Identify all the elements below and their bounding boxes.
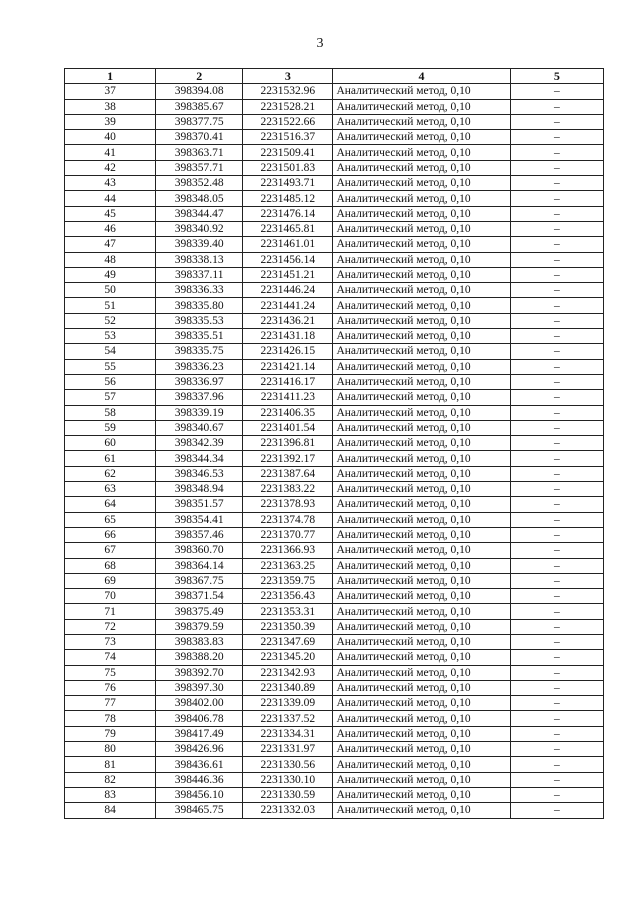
method-cell: Аналитический метод, 0,10	[333, 359, 510, 374]
point-number-cell: 71	[65, 604, 156, 619]
value-cell: –	[510, 573, 603, 588]
table-body	[65, 84, 604, 818]
table-row	[65, 543, 604, 558]
method-cell: Аналитический метод, 0,10	[333, 160, 510, 175]
x-coordinate-cell: 398388.20	[156, 650, 243, 665]
x-coordinate-cell: 398375.49	[156, 604, 243, 619]
point-number-cell: 57	[65, 390, 156, 405]
x-coordinate-cell: 398346.53	[156, 466, 243, 481]
point-number-cell: 59	[65, 420, 156, 435]
value-cell: –	[510, 543, 603, 558]
value-cell: –	[510, 619, 603, 634]
point-number-cell: 64	[65, 497, 156, 512]
value-cell: –	[510, 589, 603, 604]
method-cell: Аналитический метод, 0,10	[333, 191, 510, 206]
y-coordinate-cell: 2231431.18	[243, 329, 333, 344]
table-row	[65, 237, 604, 252]
point-number-cell: 39	[65, 114, 156, 129]
value-cell: –	[510, 329, 603, 344]
method-cell: Аналитический метод, 0,10	[333, 344, 510, 359]
method-cell: Аналитический метод, 0,10	[333, 589, 510, 604]
point-number-cell: 67	[65, 543, 156, 558]
x-coordinate-cell: 398335.80	[156, 298, 243, 313]
value-cell: –	[510, 558, 603, 573]
value-cell: –	[510, 757, 603, 772]
point-number-cell: 46	[65, 221, 156, 236]
point-number-cell: 55	[65, 359, 156, 374]
point-number-cell: 65	[65, 512, 156, 527]
table-row	[65, 267, 604, 282]
method-cell: Аналитический метод, 0,10	[333, 787, 510, 802]
column-header-4: 4	[333, 69, 510, 84]
table-row	[65, 145, 604, 160]
coordinates-table	[64, 68, 604, 819]
x-coordinate-cell: 398348.05	[156, 191, 243, 206]
value-cell: –	[510, 267, 603, 282]
value-cell: –	[510, 145, 603, 160]
point-number-cell: 81	[65, 757, 156, 772]
value-cell: –	[510, 114, 603, 129]
y-coordinate-cell: 2231350.39	[243, 619, 333, 634]
value-cell: –	[510, 726, 603, 741]
point-number-cell: 42	[65, 160, 156, 175]
method-cell: Аналитический метод, 0,10	[333, 558, 510, 573]
x-coordinate-cell: 398367.75	[156, 573, 243, 588]
table-row	[65, 114, 604, 129]
method-cell: Аналитический метод, 0,10	[333, 84, 510, 99]
y-coordinate-cell: 2231347.69	[243, 634, 333, 649]
x-coordinate-cell: 398379.59	[156, 619, 243, 634]
x-coordinate-cell: 398344.47	[156, 206, 243, 221]
point-number-cell: 60	[65, 436, 156, 451]
y-coordinate-cell: 2231353.31	[243, 604, 333, 619]
method-cell: Аналитический метод, 0,10	[333, 665, 510, 680]
value-cell: –	[510, 680, 603, 695]
x-coordinate-cell: 398385.67	[156, 99, 243, 114]
point-number-cell: 47	[65, 237, 156, 252]
value-cell: –	[510, 374, 603, 389]
table-row	[65, 512, 604, 527]
point-number-cell: 45	[65, 206, 156, 221]
table-row	[65, 772, 604, 787]
x-coordinate-cell: 398335.53	[156, 313, 243, 328]
page-number: 3	[316, 36, 324, 51]
table-row	[65, 420, 604, 435]
method-cell: Аналитический метод, 0,10	[333, 543, 510, 558]
y-coordinate-cell: 2231392.17	[243, 451, 333, 466]
method-cell: Аналитический метод, 0,10	[333, 726, 510, 741]
y-coordinate-cell: 2231465.81	[243, 221, 333, 236]
y-coordinate-cell: 2231334.31	[243, 726, 333, 741]
value-cell: –	[510, 650, 603, 665]
column-header-3: 3	[243, 69, 333, 84]
value-cell: –	[510, 451, 603, 466]
x-coordinate-cell: 398336.33	[156, 283, 243, 298]
x-coordinate-cell: 398456.10	[156, 787, 243, 802]
method-cell: Аналитический метод, 0,10	[333, 267, 510, 282]
method-cell: Аналитический метод, 0,10	[333, 145, 510, 160]
table-row	[65, 573, 604, 588]
point-number-cell: 44	[65, 191, 156, 206]
method-cell: Аналитический метод, 0,10	[333, 803, 510, 818]
y-coordinate-cell: 2231436.21	[243, 313, 333, 328]
table-row	[65, 160, 604, 175]
point-number-cell: 43	[65, 176, 156, 191]
point-number-cell: 70	[65, 589, 156, 604]
y-coordinate-cell: 2231374.78	[243, 512, 333, 527]
y-coordinate-cell: 2231378.93	[243, 497, 333, 512]
x-coordinate-cell: 398340.92	[156, 221, 243, 236]
y-coordinate-cell: 2231337.52	[243, 711, 333, 726]
value-cell: –	[510, 665, 603, 680]
table-row	[65, 436, 604, 451]
point-number-cell: 38	[65, 99, 156, 114]
x-coordinate-cell: 398342.39	[156, 436, 243, 451]
point-number-cell: 58	[65, 405, 156, 420]
y-coordinate-cell: 2231406.35	[243, 405, 333, 420]
y-coordinate-cell: 2231345.20	[243, 650, 333, 665]
value-cell: –	[510, 696, 603, 711]
table-row	[65, 390, 604, 405]
x-coordinate-cell: 398363.71	[156, 145, 243, 160]
table-row	[65, 99, 604, 114]
value-cell: –	[510, 466, 603, 481]
x-coordinate-cell: 398335.51	[156, 329, 243, 344]
point-number-cell: 66	[65, 527, 156, 542]
y-coordinate-cell: 2231426.15	[243, 344, 333, 359]
y-coordinate-cell: 2231446.24	[243, 283, 333, 298]
table-row	[65, 191, 604, 206]
table-row	[65, 313, 604, 328]
table-row	[65, 176, 604, 191]
point-number-cell: 37	[65, 84, 156, 99]
y-coordinate-cell: 2231332.03	[243, 803, 333, 818]
y-coordinate-cell: 2231509.41	[243, 145, 333, 160]
value-cell: –	[510, 772, 603, 787]
method-cell: Аналитический метод, 0,10	[333, 374, 510, 389]
y-coordinate-cell: 2231451.21	[243, 267, 333, 282]
point-number-cell: 51	[65, 298, 156, 313]
point-number-cell: 82	[65, 772, 156, 787]
method-cell: Аналитический метод, 0,10	[333, 742, 510, 757]
point-number-cell: 68	[65, 558, 156, 573]
table-row	[65, 298, 604, 313]
point-number-cell: 63	[65, 482, 156, 497]
y-coordinate-cell: 2231363.25	[243, 558, 333, 573]
x-coordinate-cell: 398348.94	[156, 482, 243, 497]
point-number-cell: 56	[65, 374, 156, 389]
y-coordinate-cell: 2231366.93	[243, 543, 333, 558]
point-number-cell: 78	[65, 711, 156, 726]
method-cell: Аналитический метод, 0,10	[333, 283, 510, 298]
x-coordinate-cell: 398335.75	[156, 344, 243, 359]
value-cell: –	[510, 344, 603, 359]
method-cell: Аналитический метод, 0,10	[333, 466, 510, 481]
table-row	[65, 466, 604, 481]
method-cell: Аналитический метод, 0,10	[333, 527, 510, 542]
y-coordinate-cell: 2231532.96	[243, 84, 333, 99]
y-coordinate-cell: 2231342.93	[243, 665, 333, 680]
x-coordinate-cell: 398417.49	[156, 726, 243, 741]
value-cell: –	[510, 313, 603, 328]
method-cell: Аналитический метод, 0,10	[333, 757, 510, 772]
point-number-cell: 40	[65, 130, 156, 145]
x-coordinate-cell: 398426.96	[156, 742, 243, 757]
value-cell: –	[510, 160, 603, 175]
value-cell: –	[510, 252, 603, 267]
x-coordinate-cell: 398338.13	[156, 252, 243, 267]
y-coordinate-cell: 2231421.14	[243, 359, 333, 374]
point-number-cell: 73	[65, 634, 156, 649]
x-coordinate-cell: 398406.78	[156, 711, 243, 726]
y-coordinate-cell: 2231330.10	[243, 772, 333, 787]
x-coordinate-cell: 398360.70	[156, 543, 243, 558]
method-cell: Аналитический метод, 0,10	[333, 680, 510, 695]
table-row	[65, 726, 604, 741]
method-cell: Аналитический метод, 0,10	[333, 206, 510, 221]
method-cell: Аналитический метод, 0,10	[333, 619, 510, 634]
x-coordinate-cell: 398339.19	[156, 405, 243, 420]
value-cell: –	[510, 604, 603, 619]
x-coordinate-cell: 398357.46	[156, 527, 243, 542]
y-coordinate-cell: 2231528.21	[243, 99, 333, 114]
point-number-cell: 77	[65, 696, 156, 711]
method-cell: Аналитический метод, 0,10	[333, 497, 510, 512]
x-coordinate-cell: 398336.97	[156, 374, 243, 389]
value-cell: –	[510, 787, 603, 802]
x-coordinate-cell: 398344.34	[156, 451, 243, 466]
point-number-cell: 48	[65, 252, 156, 267]
method-cell: Аналитический метод, 0,10	[333, 130, 510, 145]
point-number-cell: 69	[65, 573, 156, 588]
method-cell: Аналитический метод, 0,10	[333, 696, 510, 711]
point-number-cell: 52	[65, 313, 156, 328]
column-header-2: 2	[156, 69, 243, 84]
point-number-cell: 54	[65, 344, 156, 359]
point-number-cell: 49	[65, 267, 156, 282]
table-row	[65, 757, 604, 772]
column-header-5: 5	[510, 69, 603, 84]
point-number-cell: 53	[65, 329, 156, 344]
table-row	[65, 742, 604, 757]
point-number-cell: 61	[65, 451, 156, 466]
value-cell: –	[510, 221, 603, 236]
y-coordinate-cell: 2231522.66	[243, 114, 333, 129]
y-coordinate-cell: 2231396.81	[243, 436, 333, 451]
value-cell: –	[510, 237, 603, 252]
value-cell: –	[510, 482, 603, 497]
table-header-row	[65, 69, 604, 84]
value-cell: –	[510, 497, 603, 512]
table-row	[65, 451, 604, 466]
y-coordinate-cell: 2231485.12	[243, 191, 333, 206]
x-coordinate-cell: 398354.41	[156, 512, 243, 527]
table-row	[65, 130, 604, 145]
point-number-cell: 62	[65, 466, 156, 481]
table-row	[65, 84, 604, 99]
x-coordinate-cell: 398446.36	[156, 772, 243, 787]
x-coordinate-cell: 398436.61	[156, 757, 243, 772]
y-coordinate-cell: 2231501.83	[243, 160, 333, 175]
y-coordinate-cell: 2231387.64	[243, 466, 333, 481]
value-cell: –	[510, 742, 603, 757]
y-coordinate-cell: 2231411.23	[243, 390, 333, 405]
method-cell: Аналитический метод, 0,10	[333, 573, 510, 588]
table-row	[65, 206, 604, 221]
x-coordinate-cell: 398364.14	[156, 558, 243, 573]
method-cell: Аналитический метод, 0,10	[333, 221, 510, 236]
x-coordinate-cell: 398357.71	[156, 160, 243, 175]
x-coordinate-cell: 398340.67	[156, 420, 243, 435]
method-cell: Аналитический метод, 0,10	[333, 329, 510, 344]
x-coordinate-cell: 398402.00	[156, 696, 243, 711]
value-cell: –	[510, 99, 603, 114]
table-row	[65, 482, 604, 497]
table-row	[65, 374, 604, 389]
x-coordinate-cell: 398337.96	[156, 390, 243, 405]
x-coordinate-cell: 398392.70	[156, 665, 243, 680]
point-number-cell: 80	[65, 742, 156, 757]
value-cell: –	[510, 298, 603, 313]
point-number-cell: 76	[65, 680, 156, 695]
table-row	[65, 405, 604, 420]
method-cell: Аналитический метод, 0,10	[333, 512, 510, 527]
method-cell: Аналитический метод, 0,10	[333, 237, 510, 252]
value-cell: –	[510, 527, 603, 542]
x-coordinate-cell: 398371.54	[156, 589, 243, 604]
value-cell: –	[510, 84, 603, 99]
point-number-cell: 50	[65, 283, 156, 298]
x-coordinate-cell: 398336.23	[156, 359, 243, 374]
table-row	[65, 252, 604, 267]
table-row	[65, 558, 604, 573]
method-cell: Аналитический метод, 0,10	[333, 436, 510, 451]
point-number-cell: 83	[65, 787, 156, 802]
table-row	[65, 221, 604, 236]
value-cell: –	[510, 711, 603, 726]
y-coordinate-cell: 2231493.71	[243, 176, 333, 191]
y-coordinate-cell: 2231516.37	[243, 130, 333, 145]
table-row	[65, 665, 604, 680]
point-number-cell: 79	[65, 726, 156, 741]
x-coordinate-cell: 398337.11	[156, 267, 243, 282]
method-cell: Аналитический метод, 0,10	[333, 634, 510, 649]
value-cell: –	[510, 405, 603, 420]
x-coordinate-cell: 398465.75	[156, 803, 243, 818]
y-coordinate-cell: 2231401.54	[243, 420, 333, 435]
method-cell: Аналитический метод, 0,10	[333, 650, 510, 665]
method-cell: Аналитический метод, 0,10	[333, 114, 510, 129]
y-coordinate-cell: 2231359.75	[243, 573, 333, 588]
y-coordinate-cell: 2231476.14	[243, 206, 333, 221]
table-row	[65, 329, 604, 344]
table-row	[65, 589, 604, 604]
value-cell: –	[510, 512, 603, 527]
value-cell: –	[510, 191, 603, 206]
method-cell: Аналитический метод, 0,10	[333, 298, 510, 313]
y-coordinate-cell: 2231461.01	[243, 237, 333, 252]
table-row	[65, 650, 604, 665]
point-number-cell: 74	[65, 650, 156, 665]
value-cell: –	[510, 634, 603, 649]
y-coordinate-cell: 2231339.09	[243, 696, 333, 711]
column-header-1: 1	[65, 69, 156, 84]
method-cell: Аналитический метод, 0,10	[333, 451, 510, 466]
y-coordinate-cell: 2231441.24	[243, 298, 333, 313]
point-number-cell: 72	[65, 619, 156, 634]
method-cell: Аналитический метод, 0,10	[333, 604, 510, 619]
method-cell: Аналитический метод, 0,10	[333, 252, 510, 267]
method-cell: Аналитический метод, 0,10	[333, 176, 510, 191]
table-row	[65, 527, 604, 542]
method-cell: Аналитический метод, 0,10	[333, 772, 510, 787]
table-row	[65, 696, 604, 711]
value-cell: –	[510, 420, 603, 435]
value-cell: –	[510, 803, 603, 818]
x-coordinate-cell: 398383.83	[156, 634, 243, 649]
y-coordinate-cell: 2231330.56	[243, 757, 333, 772]
y-coordinate-cell: 2231383.22	[243, 482, 333, 497]
y-coordinate-cell: 2231416.17	[243, 374, 333, 389]
method-cell: Аналитический метод, 0,10	[333, 711, 510, 726]
point-number-cell: 84	[65, 803, 156, 818]
x-coordinate-cell: 398394.08	[156, 84, 243, 99]
table-row	[65, 283, 604, 298]
method-cell: Аналитический метод, 0,10	[333, 420, 510, 435]
value-cell: –	[510, 283, 603, 298]
x-coordinate-cell: 398351.57	[156, 497, 243, 512]
method-cell: Аналитический метод, 0,10	[333, 405, 510, 420]
table-row	[65, 803, 604, 818]
table-row	[65, 711, 604, 726]
table-row	[65, 680, 604, 695]
y-coordinate-cell: 2231331.97	[243, 742, 333, 757]
y-coordinate-cell: 2231340.89	[243, 680, 333, 695]
y-coordinate-cell: 2231356.43	[243, 589, 333, 604]
value-cell: –	[510, 206, 603, 221]
x-coordinate-cell: 398370.41	[156, 130, 243, 145]
value-cell: –	[510, 359, 603, 374]
y-coordinate-cell: 2231456.14	[243, 252, 333, 267]
point-number-cell: 75	[65, 665, 156, 680]
x-coordinate-cell: 398377.75	[156, 114, 243, 129]
table-row	[65, 359, 604, 374]
x-coordinate-cell: 398352.48	[156, 176, 243, 191]
table-row	[65, 619, 604, 634]
value-cell: –	[510, 436, 603, 451]
value-cell: –	[510, 130, 603, 145]
method-cell: Аналитический метод, 0,10	[333, 313, 510, 328]
table-row	[65, 634, 604, 649]
method-cell: Аналитический метод, 0,10	[333, 99, 510, 114]
table-row	[65, 497, 604, 512]
x-coordinate-cell: 398339.40	[156, 237, 243, 252]
method-cell: Аналитический метод, 0,10	[333, 390, 510, 405]
table-row	[65, 604, 604, 619]
table-row	[65, 787, 604, 802]
value-cell: –	[510, 176, 603, 191]
table-row	[65, 344, 604, 359]
y-coordinate-cell: 2231330.59	[243, 787, 333, 802]
method-cell: Аналитический метод, 0,10	[333, 482, 510, 497]
value-cell: –	[510, 390, 603, 405]
y-coordinate-cell: 2231370.77	[243, 527, 333, 542]
x-coordinate-cell: 398397.30	[156, 680, 243, 695]
point-number-cell: 41	[65, 145, 156, 160]
